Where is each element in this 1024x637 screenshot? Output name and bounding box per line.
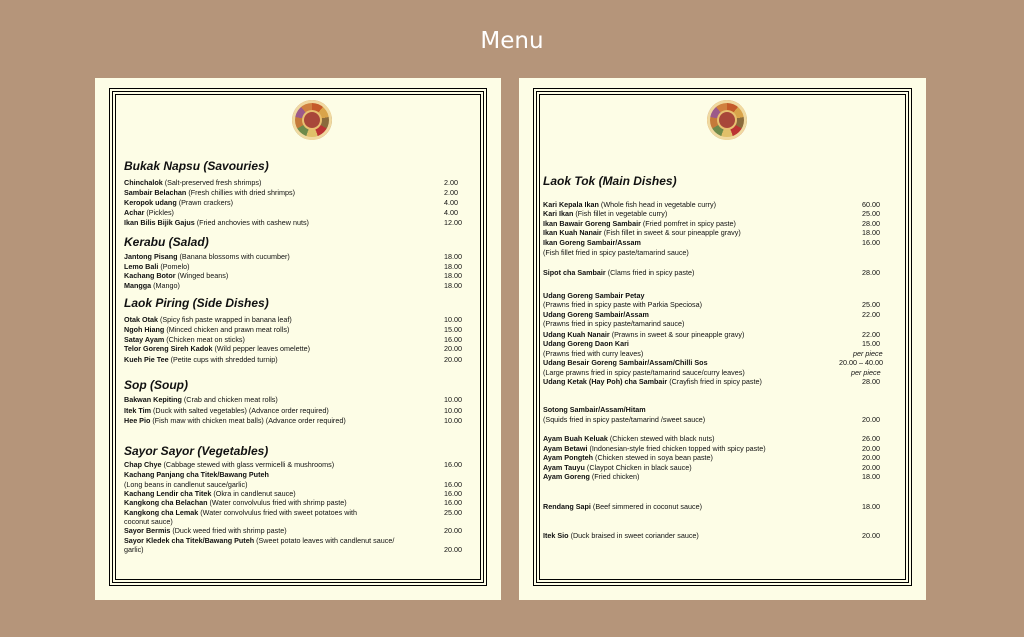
- dish-price: 16.00: [444, 460, 462, 469]
- menu-item: [543, 319, 684, 328]
- menu-item: [124, 517, 173, 526]
- dish-name: Otak Otak: [124, 315, 158, 324]
- menu-item: [543, 472, 639, 481]
- dish-price: 12.00: [444, 218, 462, 227]
- menu-item: [124, 218, 309, 227]
- dish-name: Ikan Goreng Sambair/Assam: [543, 238, 641, 247]
- dish-price: 18.00: [862, 228, 880, 237]
- dish-description: (Claypot Chicken in black sauce): [584, 463, 692, 472]
- dish-description: (Crayfish fried in spicy paste): [667, 377, 762, 386]
- dish-description: (Chicken stewed in soya bean paste): [593, 453, 713, 462]
- menu-item: [124, 344, 310, 353]
- dish-name: Ikan Kuah Nanair: [543, 228, 602, 237]
- menu-item: [543, 209, 667, 218]
- dish-price: 16.00: [444, 335, 462, 344]
- dish-name: Kangkong cha Lemak: [124, 508, 199, 517]
- dish-description: (Banana blossoms with cucumber): [177, 252, 290, 261]
- menu-item: [543, 444, 766, 453]
- dish-name: Kachang Lendir cha Titek: [124, 489, 212, 498]
- menu-item: [543, 415, 705, 424]
- menu-item: [124, 545, 144, 554]
- dish-price: 4.00: [444, 198, 458, 207]
- dish-description: (Crab and chicken meat rolls): [181, 395, 278, 404]
- emblem-icon: [292, 100, 332, 140]
- section-title: Laok Tok (Main Dishes): [543, 174, 677, 188]
- dish-name: Udang Goreng Sambair Petay: [543, 291, 645, 300]
- dish-name: Mangga: [124, 281, 152, 290]
- menu-item: [124, 470, 269, 479]
- dish-price: 20.00: [862, 453, 880, 462]
- dish-description: (Squids fried in spicy paste/tamarind /sweet sauce): [543, 415, 706, 424]
- menu-item: [543, 219, 736, 228]
- dish-description: (Salt-preserved fresh shrimps): [162, 178, 262, 187]
- dish-price: 20.00: [862, 463, 880, 472]
- dish-description: (Spicy fish paste wrapped in banana leaf): [157, 315, 292, 324]
- dish-price: 28.00: [862, 219, 880, 228]
- menu-item: [543, 377, 762, 386]
- menu-item: [124, 406, 329, 415]
- dish-price: 28.00: [862, 377, 880, 386]
- dish-description: (Prawns fried in spicy paste with Parkia Speciosa): [543, 300, 702, 309]
- menu-item: [543, 339, 629, 348]
- dish-price: 20.00: [444, 545, 462, 554]
- dish-name: Udang Besair Goreng Sambair/Assam/Chilli Sos: [543, 358, 708, 367]
- dish-name: Chap Chye: [124, 460, 162, 469]
- dish-description: (Indonesian-style fried chicken topped with spicy paste): [587, 444, 766, 453]
- dish-name: Lemo Bali: [124, 262, 159, 271]
- dish-price: 25.00: [862, 209, 880, 218]
- section-title: Laok Piring (Side Dishes): [124, 296, 269, 310]
- dish-name: Itek Tim: [124, 406, 152, 415]
- menu-item: [124, 335, 245, 344]
- dish-description: (Large prawns fried in spicy paste/tamarind sauce/curry leaves): [543, 368, 745, 377]
- menu-item: [543, 248, 689, 257]
- dish-price: 18.00: [444, 281, 462, 290]
- menu-item: [124, 188, 295, 197]
- dish-price: 18.00: [444, 271, 462, 280]
- dish-description: (Fried chicken): [589, 472, 640, 481]
- dish-price: 16.00: [444, 489, 462, 498]
- dish-description: garlic): [124, 545, 144, 554]
- dish-price: 18.00: [862, 502, 880, 511]
- menu-item: [543, 300, 702, 309]
- dish-price: 26.00: [862, 434, 880, 443]
- menu-item: [543, 200, 716, 209]
- menu-item: [124, 536, 394, 545]
- dish-name: Udang Goreng Daon Kari: [543, 339, 629, 348]
- section-title: Sop (Soup): [124, 378, 188, 392]
- dish-description: (Prawns fried in spicy paste/tamarind sauce): [543, 319, 685, 328]
- dish-description: (Pickles): [144, 208, 174, 217]
- dish-name: Achar: [124, 208, 145, 217]
- dish-description: (Beef simmered in coconut sauce): [590, 502, 702, 511]
- menu-item: [124, 526, 287, 535]
- dish-name: Kachang Panjang cha Titek/Bawang Puteh: [124, 470, 269, 479]
- dish-name: Udang Goreng Sambair/Assam: [543, 310, 649, 319]
- dish-description: (Prawns in sweet & sour pineapple gravy): [609, 330, 745, 339]
- dish-price: 16.00: [444, 480, 462, 489]
- dish-name: Rendang Sapi: [543, 502, 591, 511]
- menu-panel-right: [519, 78, 926, 600]
- dish-price: 25.00: [862, 300, 880, 309]
- menu-item: [124, 262, 190, 271]
- menu-item: [124, 178, 261, 187]
- menu-item: [124, 315, 292, 324]
- dish-price: 20.00 – 40.00: [839, 358, 883, 367]
- dish-name: Ayam Betawi: [543, 444, 588, 453]
- dish-description: (Duck braised in sweet coriander sauce): [568, 531, 699, 540]
- dish-price: 15.00: [444, 325, 462, 334]
- menu-item: [124, 416, 346, 425]
- dish-price: per piece: [851, 368, 881, 377]
- dish-description: coconut sauce): [124, 517, 173, 526]
- dish-price: 2.00: [444, 178, 458, 187]
- dish-name: Kachang Botor: [124, 271, 176, 280]
- dish-name: Ikan Bilis Bijik Gajus: [124, 218, 195, 227]
- dish-description: (Chicken meat on sticks): [164, 335, 245, 344]
- menu-panel-left: [95, 78, 501, 600]
- menu-item: [543, 434, 715, 443]
- menu-item: [124, 460, 334, 469]
- section-title: Sayor Sayor (Vegetables): [124, 444, 269, 458]
- menu-item: [543, 463, 692, 472]
- dish-price: 20.00: [444, 344, 462, 353]
- dish-description: (Fresh chillies with dried shrimps): [186, 188, 295, 197]
- dish-description: (Water convolvulus fried with shrimp paste): [207, 498, 347, 507]
- menu-item: [543, 330, 744, 339]
- dish-price: 25.00: [444, 508, 462, 517]
- menu-item: [124, 498, 347, 507]
- menu-item: [124, 252, 290, 261]
- dish-description: (Water convolvulus fried with sweet potatoes with: [198, 508, 358, 517]
- dish-name: Ikan Bawair Goreng Sambair: [543, 219, 641, 228]
- menu-item: [124, 355, 278, 364]
- dish-name: Sipot cha Sambair: [543, 268, 606, 277]
- dish-price: 16.00: [862, 238, 880, 247]
- dish-description: (Mango): [151, 281, 180, 290]
- dish-name: Kueh Pie Tee: [124, 355, 169, 364]
- dish-description: (Cabbage stewed with glass vermicelli & mushrooms): [161, 460, 335, 469]
- emblem-icon: [707, 100, 747, 140]
- dish-description: (Wild pepper leaves omelette): [212, 344, 311, 353]
- section-title: Bukak Napsu (Savouries): [124, 159, 269, 173]
- menu-item: [124, 325, 289, 334]
- menu-item: [124, 198, 233, 207]
- dish-price: 20.00: [862, 531, 880, 540]
- dish-price: 15.00: [862, 339, 880, 348]
- dish-price: 18.00: [444, 262, 462, 271]
- dish-name: Keropok udang: [124, 198, 177, 207]
- dish-name: Udang Kuah Nanair: [543, 330, 610, 339]
- dish-description: (Fish fillet in vegetable curry): [573, 209, 668, 218]
- menu-item: [543, 358, 708, 367]
- dish-price: 10.00: [444, 315, 462, 324]
- dish-description: (Fried anchovies with cashew nuts): [194, 218, 309, 227]
- dish-description: (Whole fish head in vegetable curry): [598, 200, 716, 209]
- dish-name: Hee Pio: [124, 416, 151, 425]
- dish-price: 20.00: [862, 415, 880, 424]
- menu-item: [124, 395, 278, 404]
- menu-item: [543, 349, 643, 358]
- menu-item: [543, 238, 641, 247]
- dish-price: 22.00: [862, 330, 880, 339]
- menu-item: [543, 310, 649, 319]
- dish-name: Satay Ayam: [124, 335, 165, 344]
- menu-item: [124, 508, 357, 517]
- menu-item: [543, 228, 741, 237]
- dish-name: Ayam Goreng: [543, 472, 590, 481]
- dish-description: (Duck with salted vegetables) (Advance order required): [151, 406, 329, 415]
- dish-description: (Duck weed fried with shrimp paste): [170, 526, 287, 535]
- dish-name: Ayam Pongteh: [543, 453, 594, 462]
- dish-name: Sayor Kledek cha Titek/Bawang Puteh: [124, 536, 255, 545]
- menu-item: [124, 208, 174, 217]
- menu-item: [124, 281, 180, 290]
- dish-description: (Long beans in candlenut sauce/garlic): [124, 480, 248, 489]
- dish-name: Kangkong cha Belachan: [124, 498, 208, 507]
- dish-description: (Fried pomfret in spicy paste): [640, 219, 736, 228]
- dish-price: 4.00: [444, 208, 458, 217]
- dish-name: Kari Kepala Ikan: [543, 200, 599, 209]
- menu-item: [543, 531, 699, 540]
- dish-price: per piece: [853, 349, 883, 358]
- dish-description: (Okra in candlenut sauce): [211, 489, 296, 498]
- dish-description: (Prawn crackers): [176, 198, 234, 207]
- dish-price: 20.00: [444, 355, 462, 364]
- dish-name: Udang Ketak (Hay Poh) cha Sambair: [543, 377, 668, 386]
- dish-name: Sayor Bermis: [124, 526, 171, 535]
- dish-description: (Clams fried in spicy paste): [605, 268, 695, 277]
- dish-price: 28.00: [862, 268, 880, 277]
- menu-item: [543, 368, 745, 377]
- dish-description: (Winged beans): [175, 271, 229, 280]
- dish-description: (Chicken stewed with black nuts): [607, 434, 715, 443]
- dish-price: 18.00: [862, 472, 880, 481]
- dish-name: Ayam Tauyu: [543, 463, 585, 472]
- dish-price: 2.00: [444, 188, 458, 197]
- dish-price: 22.00: [862, 310, 880, 319]
- dish-name: Telor Goreng Sireh Kadok: [124, 344, 213, 353]
- section-title: Kerabu (Salad): [124, 235, 209, 249]
- dish-name: Itek Sio: [543, 531, 569, 540]
- dish-price: 60.00: [862, 200, 880, 209]
- dish-price: 20.00: [862, 444, 880, 453]
- dish-description: (Fish fillet in sweet & sour pineapple gravy): [601, 228, 741, 237]
- dish-description: (Pomelo): [158, 262, 190, 271]
- dish-name: Sotong Sambair/Assam/Hitam: [543, 405, 646, 414]
- dish-price: 10.00: [444, 395, 462, 404]
- dish-description: (Prawns fried with curry leaves): [543, 349, 644, 358]
- menu-item: [543, 502, 702, 511]
- dish-name: Ayam Buah Keluak: [543, 434, 608, 443]
- dish-name: Jantong Pisang: [124, 252, 178, 261]
- page-title: Menu: [480, 28, 544, 54]
- dish-description: (Fish fillet fried in spicy paste/tamarind sauce): [543, 248, 689, 257]
- dish-description: (Fish maw with chicken meat balls) (Advance order required): [150, 416, 346, 425]
- dish-name: Ngoh Hiang: [124, 325, 165, 334]
- menu-item: [124, 489, 296, 498]
- dish-name: Bakwan Kepiting: [124, 395, 182, 404]
- dish-price: 20.00: [444, 526, 462, 535]
- menu-item: [543, 291, 644, 300]
- dish-description: (Minced chicken and prawn meat rolls): [164, 325, 290, 334]
- dish-price: 16.00: [444, 498, 462, 507]
- dish-price: 18.00: [444, 252, 462, 261]
- menu-item: [124, 480, 247, 489]
- menu-item: [543, 453, 713, 462]
- dish-price: 10.00: [444, 406, 462, 415]
- dish-price: 10.00: [444, 416, 462, 425]
- dish-name: Chinchalok: [124, 178, 163, 187]
- menu-item: [543, 405, 646, 414]
- dish-name: Kari Ikan: [543, 209, 574, 218]
- dish-name: Sambair Belachan: [124, 188, 187, 197]
- menu-item: [543, 268, 694, 277]
- dish-description: (Petite cups with shredded turnip): [168, 355, 278, 364]
- menu-item: [124, 271, 228, 280]
- dish-description: (Sweet potato leaves with candlenut sauce/: [254, 536, 395, 545]
